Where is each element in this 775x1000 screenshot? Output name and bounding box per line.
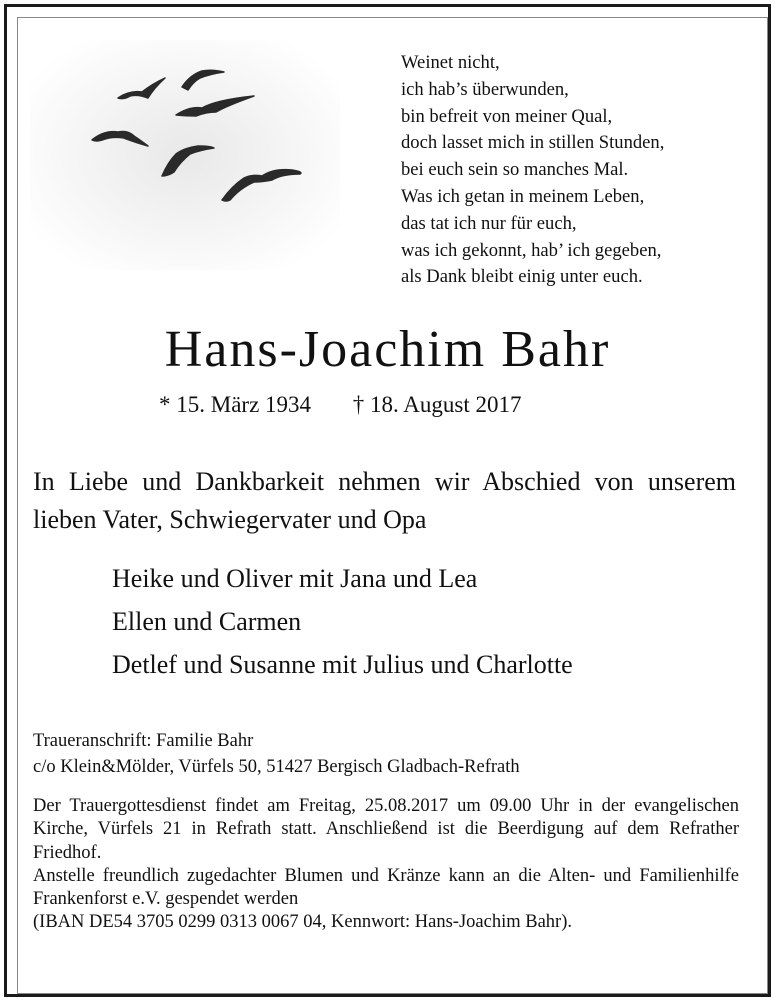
memorial-poem (401, 50, 741, 291)
service-details: Der Trauergottesdienst findet am Freitag, 25.08.2017 um 09.00 Uhr in der evangelischen Kirche, Vürfels 21 in Refrath statt. Anschließend ist die Beerdigung auf dem Refrather Friedhof. (33, 796, 739, 863)
poem-line: ich hab’s überwunden, (401, 78, 569, 100)
poem-line: bei euch sein so manches Mal. (401, 159, 629, 181)
poem-line: als Dank bleibt einig unter euch. (401, 266, 643, 288)
address-line: c/o Klein&Mölder, Vürfels 50, 51427 Bergisch Gladbach-Refrath (33, 757, 520, 777)
poem-line: Was ich getan in meinem Leben, (401, 185, 645, 207)
birth-date: * 15. März 1934 (159, 392, 312, 417)
poem-line: doch lasset mich in stillen Stunden, (401, 132, 665, 154)
deceased-name: Hans-Joachim Bahr (164, 321, 611, 378)
bank-details: (IBAN DE54 3705 0299 0313 0067 04, Kennwort: Hans-Joachim Bahr). (33, 912, 572, 933)
death-date: † 18. August 2017 (352, 392, 522, 417)
poem-line: was ich gekonnt, hab’ ich gegeben, (401, 239, 662, 261)
poem-line: das tat ich nur für euch, (401, 212, 577, 234)
farewell-statement: In Liebe und Dankbarkeit nehmen wir Abschied von unserem lieben Vater, Schwiegervater und Opa (33, 467, 736, 534)
address-line: Traueranschrift: Familie Bahr (33, 731, 254, 751)
life-dates (159, 390, 521, 420)
mourner-line: Heike und Oliver mit Jana und Lea (112, 564, 478, 593)
donation-request: Anstelle freundlich zugedachter Blumen und Kränze kann an die Alten- und Familienhilfe Frankenforst e.V. gespendet werden (33, 865, 739, 910)
mourner-line: Detlef und Susanne mit Julius und Charlotte (112, 650, 573, 679)
mourning-address (33, 728, 520, 780)
flying-birds-illustration (30, 40, 340, 270)
service-information (33, 795, 739, 935)
poem-line: Weinet nicht, (401, 52, 500, 73)
mourner-line: Ellen und Carmen (112, 607, 302, 636)
mourners-list (112, 557, 573, 686)
poem-line: bin befreit von meiner Qual, (401, 105, 613, 127)
